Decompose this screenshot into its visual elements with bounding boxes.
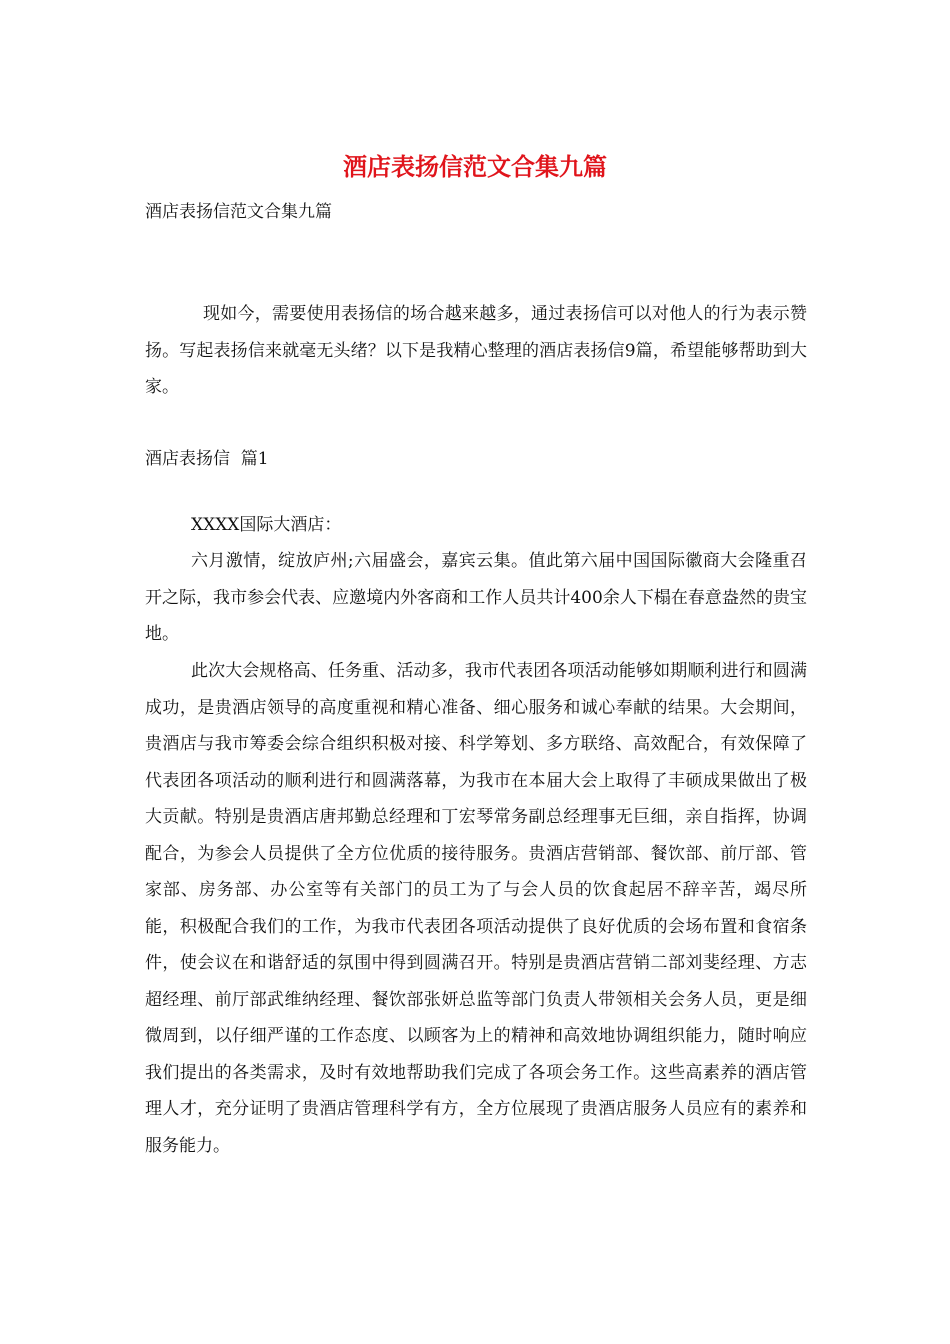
section-heading: 酒店表扬信 篇1 (145, 449, 269, 469)
intro-paragraph: 现如今，需要使用表扬信的场合越来越多，通过表扬信可以对他人的行为表示赞扬。写起表扬信来就毫无头绪？以下是我精心整理的酒店表扬信9篇，希望能够帮助到大家。 (145, 304, 807, 397)
letter-paragraph: 此次大会规格高、任务重、活动多，我市代表团各项活动能够如期顺利进行和圆满成功，是贵酒店领导的高度重视和精心准备、细心服务和诚心奉献的结果。大会期间，贵酒店与我市筹委会综合组织积极对接、科学筹划、多方联络、高效配合，有效保障了代表团各项活动的顺利进行和圆满落幕，为我市在本届大会上取得了丰硕成果做出了极大贡献。特别是贵酒店唐邦勤总经理和丁宏琴常务副总经理事无巨细，亲自指挥，协调配合，为参会人员提供了全方位优质的接待服务。贵酒店营销部、餐饮部、前厅部、管家部、房务部、办公室等有关部门的员工为了与会人员的饮食起居不辞辛苦，竭尽所能，积极配合我们的工作，为我市代表团各项活动提供了良好优质的会场布置和食宿条件，使会议在和谐舒适的氛围中得到圆满召开。特别是贵酒店营销二部刘斐经理、方志超经理、前厅部武维纳经理、餐饮部张妍总监等部门负责人带领相关会务人员，更是细微周到，以仔细严谨的工作态度、以顾客为上的精神和高效地协调组织能力，随时响应我们提出的各类需求，及时有效地帮助我们完成了各项会务工作。这些高素养的酒店管理人才，充分证明了贵酒店管理科学有方，全方位展现了贵酒店服务人员应有的素养和服务能力。 (145, 661, 807, 1156)
document-title: 酒店表扬信范文合集九篇 (343, 152, 607, 181)
document-subtitle: 酒店表扬信范文合集九篇 (145, 202, 332, 222)
letter-salutation: XXXX国际大酒店： (191, 515, 342, 535)
letter-paragraph: 六月激情，绽放庐州;六届盛会，嘉宾云集。值此第六届中国国际徽商大会隆重召开之际，我市参会代表、应邀境内外客商和工作人员共计400余人下榻在春意盎然的贵宝地。 (145, 551, 807, 644)
